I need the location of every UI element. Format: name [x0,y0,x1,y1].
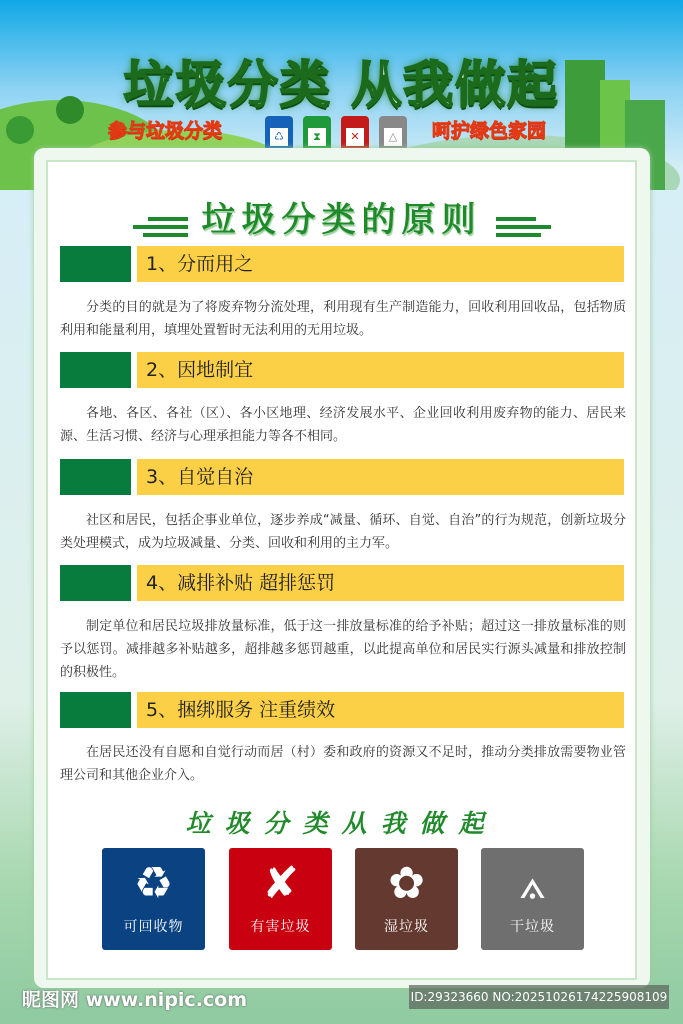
category-wet: ✿ 湿垃圾 [355,848,458,950]
principle-header: 4、减排补贴 超排惩罚 [60,565,624,601]
subtitle-left: 参与垃圾分类 [108,120,223,142]
green-bin-icon: ⧗ [303,116,331,166]
food-waste-icon: ✿ [388,858,425,909]
principle-header: 3、自觉自治 [60,459,624,495]
watermark-site: 昵图网 www.nipic.com [22,989,248,1011]
principle-header: 2、因地制宜 [60,352,624,388]
category-recyclable: ♻ 可回收物 [102,848,205,950]
principle-body: 各地、各区、各社（区）、各小区地理、经济发展水平、企业回收利用废弃物的能力、居民来源、生活习惯、经济与心理承担能力等各不相同。 [60,406,626,444]
blue-bin-icon: ♺ [265,116,293,166]
principle-header: 1、分而用之 [60,246,624,282]
slogan: 垃圾分类从我做起 [185,809,498,838]
watermark-id: ID:29323660 NO:20251026174225908109 [409,985,669,1009]
gray-bin-icon: △ [379,116,407,166]
decor-lines-right [496,213,551,241]
residual-waste-icon: ⟑ [519,858,546,909]
recycle-icon: ♻ [133,858,174,909]
principle-body: 制定单位和居民垃圾排放量标准，低于这一排放量标准的给予补贴；超过这一排放量标准的则予以惩罚。减排越多补贴越多，超排越多惩罚越重，以此提高单位和居民实行源头减量和排放控制的积极性。 [60,619,626,680]
principle-header: 5、捆绑服务 注重绩效 [60,692,624,728]
decor-lines-left [133,213,188,241]
principle-body: 分类的目的就是为了将废弃物分流处理，利用现有生产制造能力，回收利用回收品，包括物质利用和能量利用，填埋处置暂时无法利用的无用垃圾。 [60,300,626,338]
category-dry: ⟑ 干垃圾 [481,848,584,950]
category-hazardous: ✘ 有害垃圾 [229,848,332,950]
hazardous-icon: ✘ [262,858,299,909]
red-bin-icon: ✕ [341,116,369,166]
principle-body: 社区和居民，包括企事业单位，逐步养成“减量、循环、自觉、自治”的行为规范，创新垃圾分类处理模式，成为垃圾减量、分类、回收和利用的主力军。 [60,513,626,551]
section-heading: 垃圾分类的原则 [0,192,683,241]
principle-body: 在居民还没有自愿和自觉行动而居（村）委和政府的资源又不足时，推动分类排放需要物业管理公司和其他企业介入。 [60,745,626,783]
poster-title: 垃圾分类 从我做起 [123,56,560,114]
subtitle-right: 呵护绿色家园 [432,120,547,142]
